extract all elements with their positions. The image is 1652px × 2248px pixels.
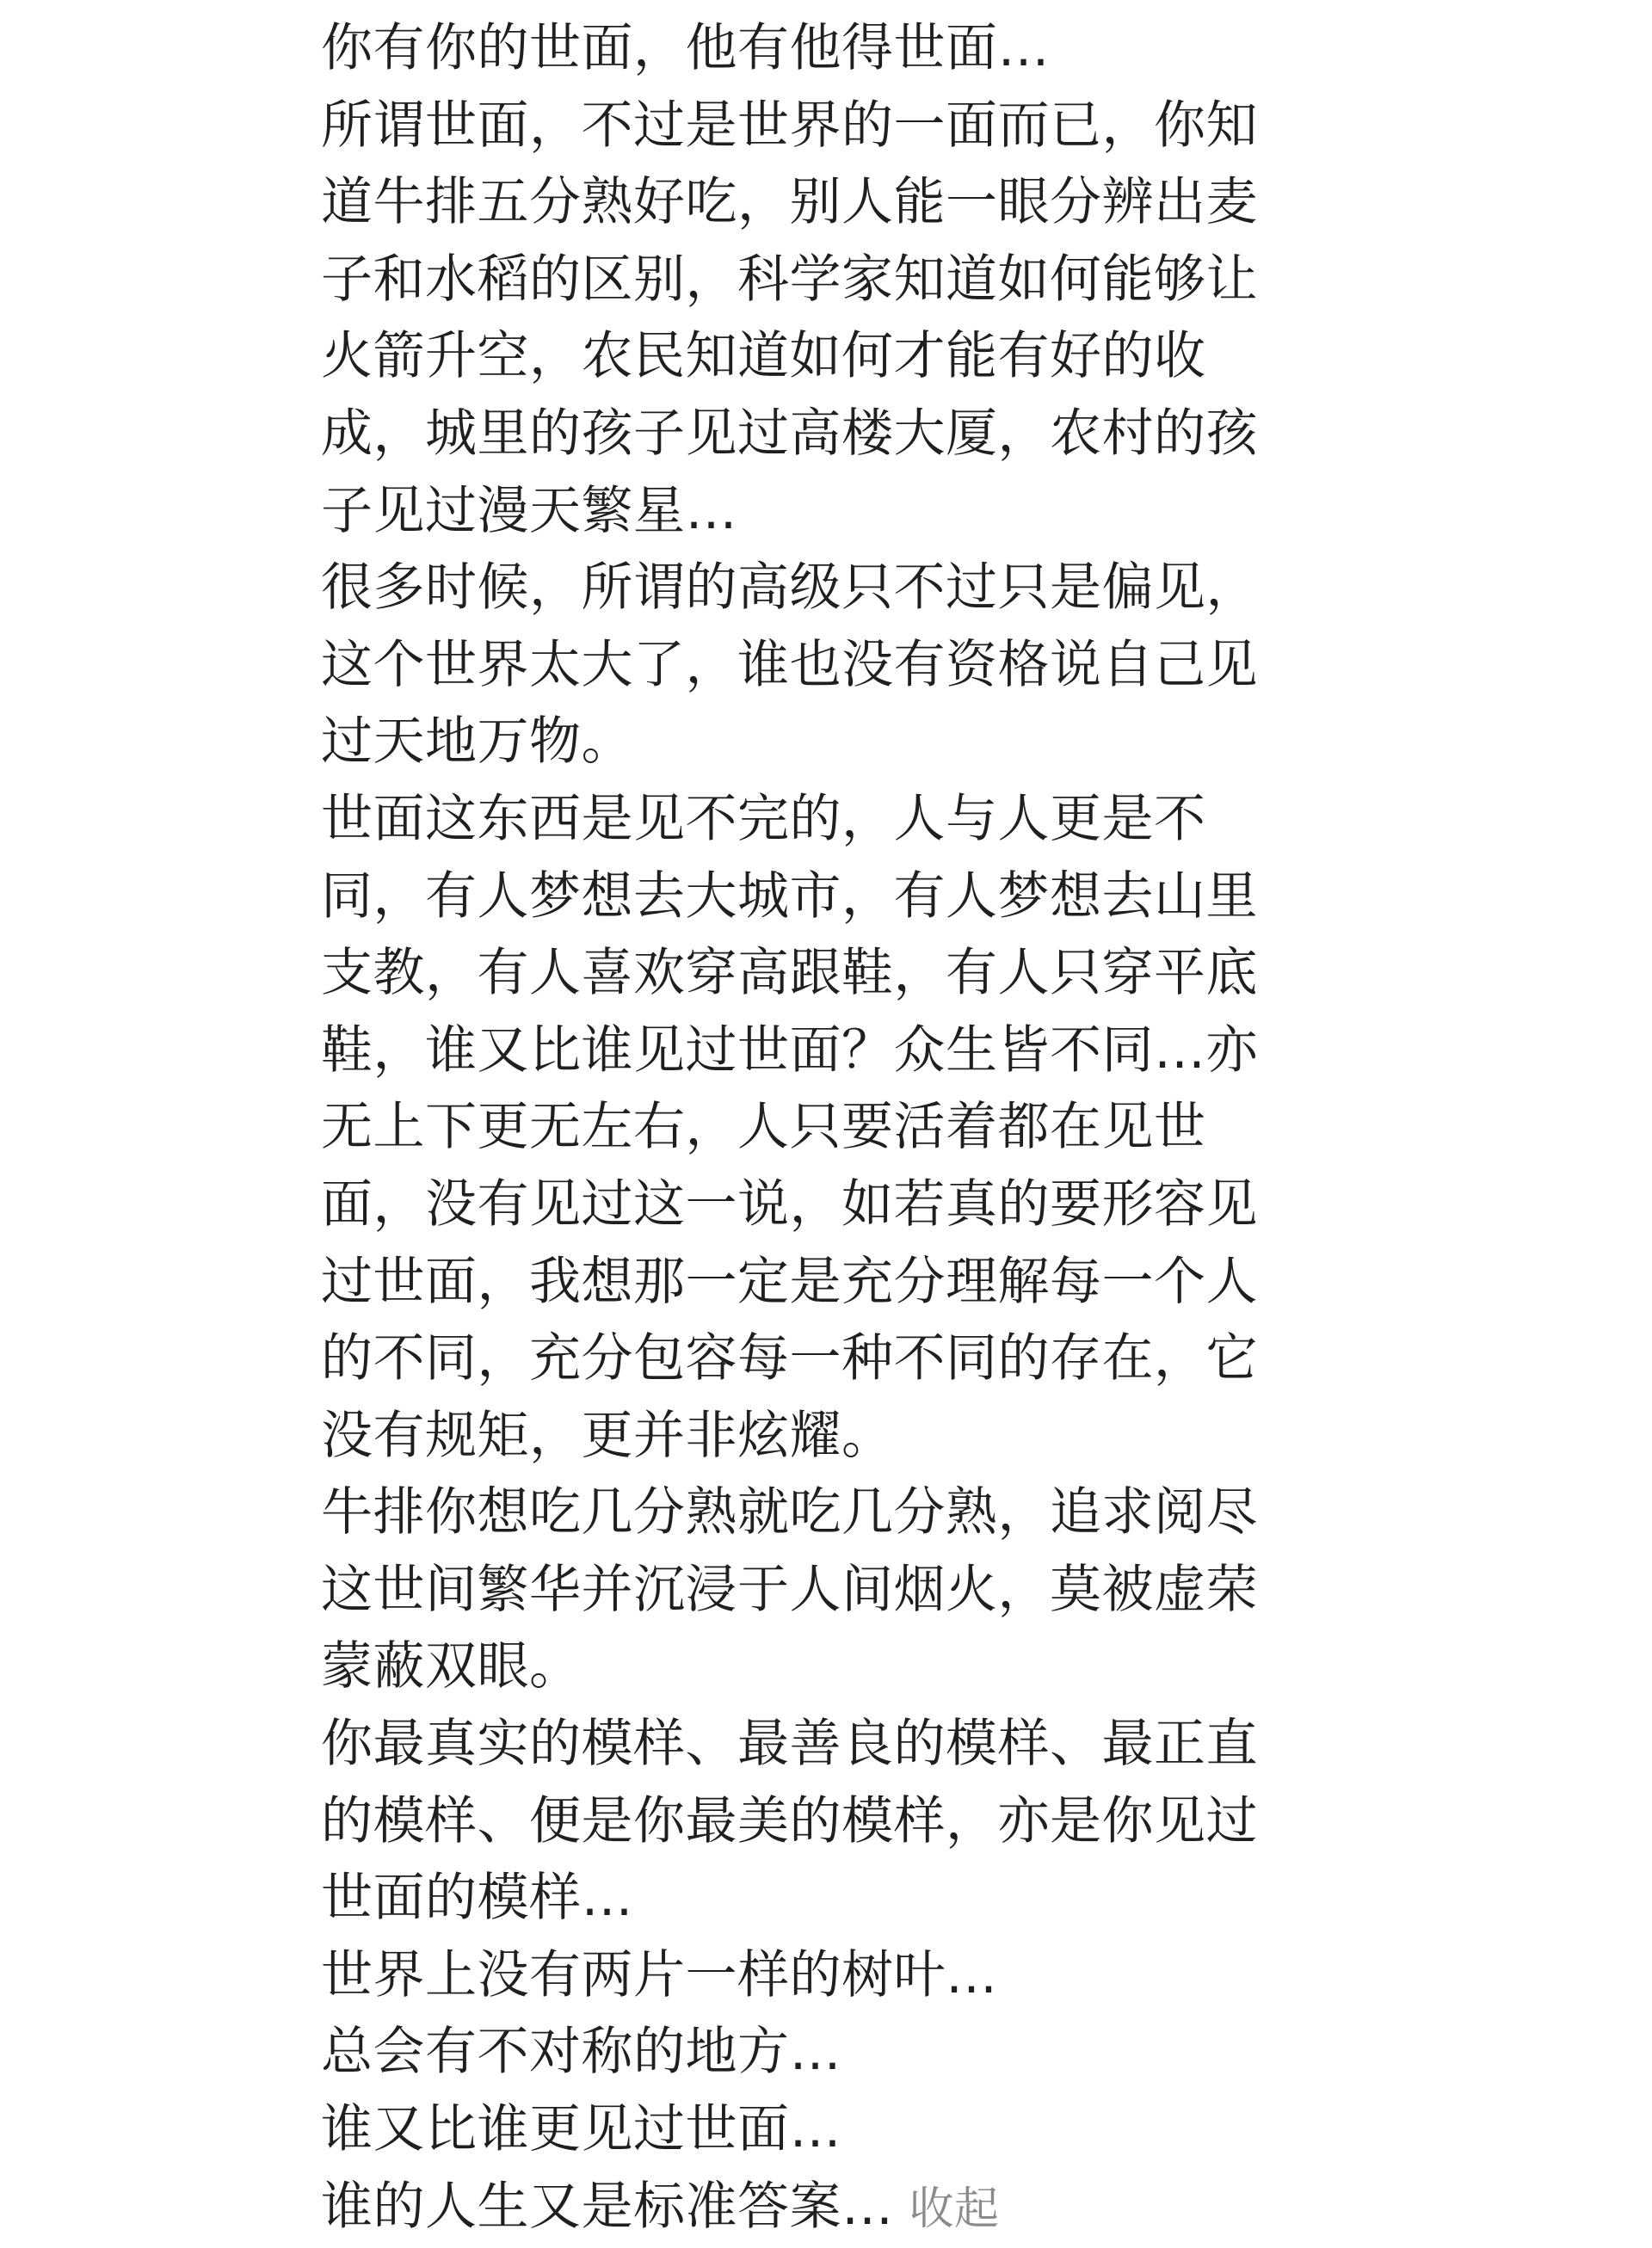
post-text-line: 过世面，我想那一定是充分理解每一个人 — [321, 1251, 1258, 1312]
post-text-line: 总会有不对称的地方… — [321, 2022, 841, 2083]
post-text-line: 的不同，充分包容每一种不同的存在，它 — [321, 1328, 1258, 1389]
post-text-line: 你最真实的模样、最善良的模样、最正直 — [321, 1714, 1258, 1775]
post-text-line: 谁的人生又是标准答案… — [321, 2176, 894, 2237]
post-text-line: 这个世界太大了，谁也没有资格说自己见 — [321, 634, 1258, 695]
post-text-line: 子和水稻的区别，科学家知道如何能够让 — [321, 249, 1258, 310]
post-text-line: 世界上没有两片一样的树叶… — [321, 1944, 998, 2005]
post-text-line: 火箭升空，农民知道如何才能有好的收 — [321, 326, 1206, 387]
post-text-line: 面，没有见过这一说，如若真的要形容见 — [321, 1173, 1258, 1235]
post-text-line: 同，有人梦想去大城市，有人梦想去山里 — [321, 865, 1258, 927]
post-last-line — [321, 2169, 1286, 2246]
collapse-button[interactable]: 收起 — [909, 2183, 1000, 2235]
post-text-line: 支教，有人喜欢穿高跟鞋，有人只穿平底 — [321, 943, 1258, 1004]
post-text-line: 世面的模样… — [321, 1868, 633, 1929]
post-text-line: 的模样、便是你最美的模样，亦是你见过 — [321, 1790, 1258, 1851]
post-text-line: 很多时候，所谓的高级只不过只是偏见， — [321, 557, 1258, 619]
post-text-line: 谁又比谁更见过世面… — [321, 2099, 841, 2160]
post-body — [321, 10, 1286, 2245]
post-text-line: 这世间繁华并沉浸于人间烟火，莫被虚荣 — [321, 1559, 1258, 1620]
post-text-line: 世面这东西是见不完的，人与人更是不 — [321, 788, 1206, 849]
post-text-line: 你有你的世面，他有他得世面… — [321, 18, 1050, 78]
post-text-line: 无上下更无左右，人只要活着都在见世 — [321, 1097, 1206, 1158]
post-text-line: 道牛排五分熟好吃，别人能一眼分辨出麦 — [321, 172, 1258, 233]
post-text-line: 成，城里的孩子见过高楼大厦，农村的孩 — [321, 403, 1258, 464]
post-text-line: 所谓世面，不过是世界的一面而已，你知 — [321, 95, 1258, 156]
post-text-line: 子见过漫天繁星… — [321, 480, 737, 541]
post-text-line: 鞋，谁又比谁见过世面？众生皆不同…亦 — [321, 1019, 1258, 1081]
post-text-line: 牛排你想吃几分熟就吃几分熟，追求阅尽 — [321, 1482, 1258, 1543]
post-text-line: 蒙蔽双眼。 — [321, 1636, 582, 1697]
post-text-line: 没有规矩，更并非炫耀。 — [321, 1405, 894, 1466]
post-text-line: 过天地万物。 — [321, 711, 633, 773]
